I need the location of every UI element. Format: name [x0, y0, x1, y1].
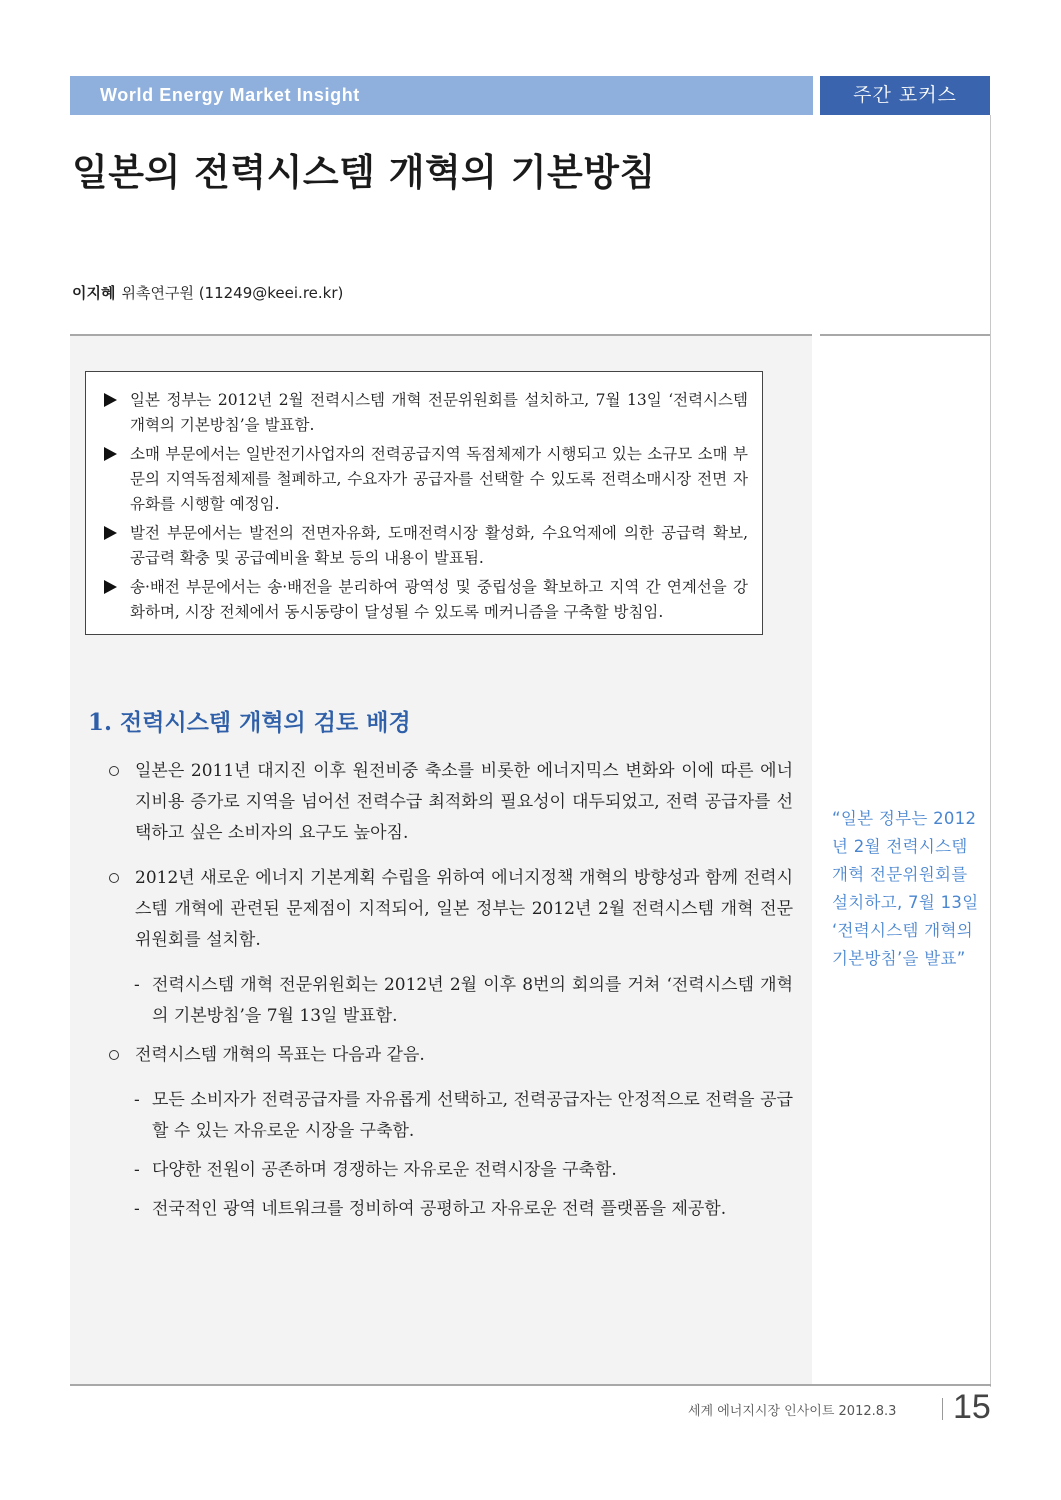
paragraph	[105, 863, 793, 956]
summary-text: 발전 부문에서는 발전의 전면자유화, 도매전력시장 활성화, 수요억제에 의한 공급력 확보, 공급력 확충 및 공급예비율 확보 등의 내용이 발표됨.	[130, 524, 748, 567]
sidebar-rule	[990, 115, 991, 1387]
paragraph-text: 전력시스템 개혁의 목표는 다음과 같음.	[135, 1045, 425, 1065]
summary-box	[85, 371, 763, 635]
byline	[72, 282, 343, 303]
circle-bullet-icon	[109, 766, 119, 776]
page-number: 15	[953, 1388, 991, 1426]
sub-item	[134, 1194, 793, 1225]
section-tag: 주간 포커스	[820, 76, 990, 115]
series-label: World Energy Market Insight	[100, 85, 360, 105]
author-name: 이지혜	[72, 284, 116, 302]
circle-bullet-icon	[109, 873, 119, 883]
sub-item-text: 전국적인 광역 네트워크를 정비하여 공평하고 자유로운 전력 플랫폼을 제공함.	[152, 1199, 727, 1219]
sub-item	[134, 1155, 793, 1186]
pull-quote: “일본 정부는 2012년 2월 전력시스템 개혁 전문위원회를 설치하고, 7월 13일 ‘전력시스템 개혁의 기본방침’을 발표”	[832, 809, 979, 968]
footer-rule	[70, 1384, 991, 1386]
summary-text: 송·배전 부문에서는 송·배전을 분리하여 광역성 및 중립성을 확보하고 지역 간 연계선을 강화하며, 시장 전체에서 동시동량이 달성될 수 있도록 메커니즘을 구축할 방침임.	[130, 578, 748, 621]
dash-bullet: -	[134, 975, 140, 995]
paragraph-text: 일본은 2011년 대지진 이후 원전비중 축소를 비롯한 에너지믹스 변화와 이에 따른 에너지비용 증가로 지역을 넘어선 전력수급 최적화의 필요성이 대두되었고, 전력 공급자를 선택하고 싶은 소비자의 요구도 높아짐.	[135, 761, 793, 843]
summary-item	[104, 575, 748, 625]
summary-item	[104, 521, 748, 571]
divider-side	[820, 334, 990, 336]
summary-item	[104, 442, 748, 517]
summary-item	[104, 388, 748, 438]
section-body	[105, 756, 793, 1233]
sub-item-text: 모든 소비자가 전력공급자를 자유롭게 선택하고, 전력공급자는 안정적으로 전력을 공급할 수 있는 자유로운 시장을 구축함.	[152, 1090, 793, 1141]
publication-info: 세계 에너지시장 인사이트 2012.8.3	[688, 1404, 897, 1419]
summary-text: 일본 정부는 2012년 2월 전력시스템 개혁 전문위원회를 설치하고, 7월 13일 ‘전력시스템 개혁의 기본방침’을 발표함.	[130, 391, 748, 434]
author-affiliation: 위촉연구원 (11249@keei.re.kr)	[121, 284, 344, 302]
dash-bullet: -	[134, 1199, 140, 1219]
triangle-bullet-icon	[104, 526, 117, 540]
paragraph	[105, 756, 793, 849]
article-title: 일본의 전력시스템 개혁의 기본방침	[72, 151, 656, 194]
sub-item	[134, 1085, 793, 1147]
triangle-bullet-icon	[104, 447, 117, 461]
dash-bullet: -	[134, 1160, 140, 1180]
footer-separator	[942, 1398, 943, 1420]
sub-item-text: 다양한 전원이 공존하며 경쟁하는 자유로운 전력시장을 구축함.	[152, 1160, 617, 1180]
dash-bullet: -	[134, 1090, 140, 1110]
triangle-bullet-icon	[104, 580, 117, 594]
summary-text: 소매 부문에서는 일반전기사업자의 전력공급지역 독점체제가 시행되고 있는 소규모 소매 부문의 지역독점체제를 철폐하고, 수요자가 공급자를 선택할 수 있도록 전력소매시장 전면 자유화를 시행할 예정임.	[130, 445, 748, 513]
section-heading: 1. 전력시스템 개혁의 검토 배경	[88, 709, 411, 736]
sub-item-text: 전력시스템 개혁 전문위원회는 2012년 2월 이후 8번의 회의를 거쳐 ‘전력시스템 개혁의 기본방침’을 7월 13일 발표함.	[152, 975, 793, 1026]
paragraph-text: 2012년 새로운 에너지 기본계획 수립을 위하여 에너지정책 개혁의 방향성과 함께 전력시스템 개혁에 관련된 문제점이 지적되어, 일본 정부는 2012년 2월 전력시스템 개혁 전문위원회를 설치함.	[135, 868, 793, 950]
sub-item	[134, 970, 793, 1032]
paragraph	[105, 1040, 793, 1071]
header-band	[70, 76, 813, 115]
circle-bullet-icon	[109, 1050, 119, 1060]
triangle-bullet-icon	[104, 393, 117, 407]
main-content	[70, 336, 812, 1384]
